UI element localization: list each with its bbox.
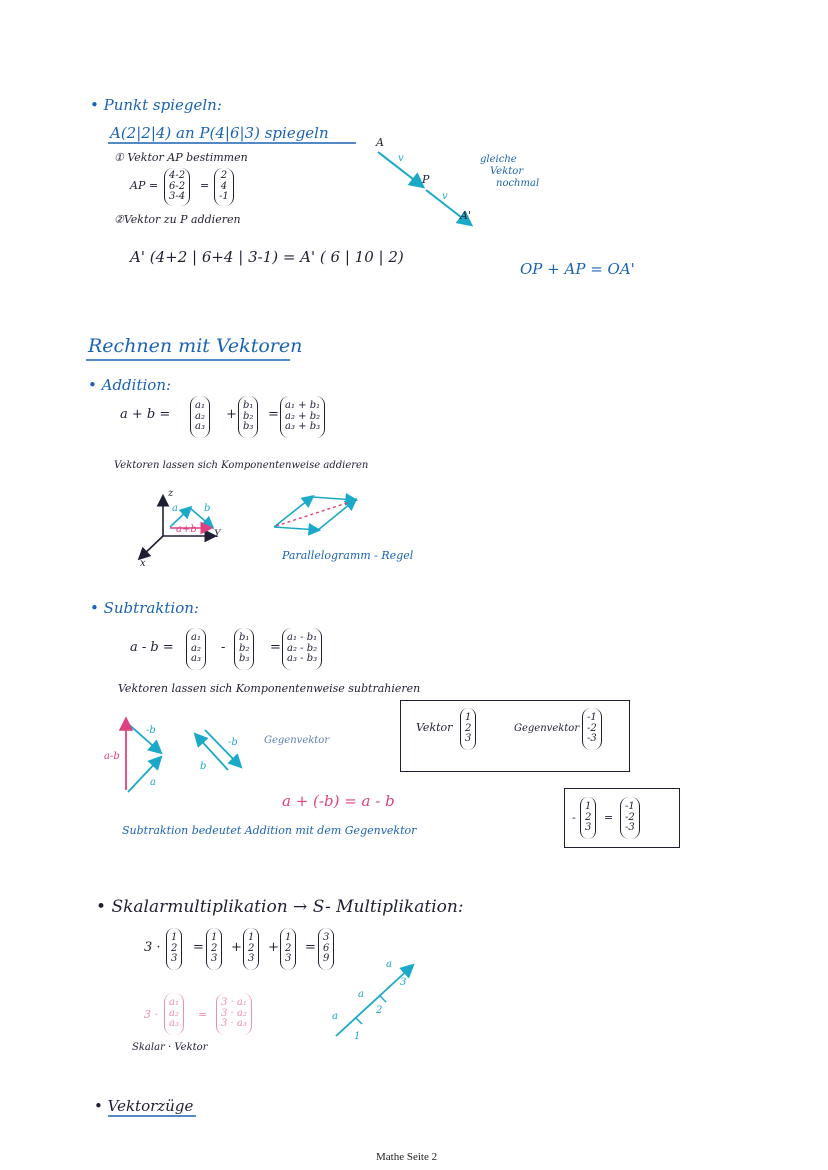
box2-vec-0: 1 — [585, 801, 592, 813]
para-side-1 — [274, 497, 312, 527]
box-gegen-0: -1 — [587, 712, 597, 724]
diagram-v1: v — [398, 153, 404, 164]
ap-result-1: 4 — [220, 180, 228, 192]
sub-minus: - — [221, 640, 226, 655]
axis-x-label: x — [140, 558, 146, 569]
ap-raw-vector — [164, 168, 190, 206]
ex-res-2: 9 — [323, 953, 330, 965]
note-line-3: nochmal — [496, 178, 540, 189]
diagram-v2: v — [442, 191, 448, 202]
scalar-n3: 3 — [400, 977, 407, 988]
sub-b-1: b₂ — [239, 642, 250, 654]
add-b-0: b₁ — [243, 400, 254, 412]
ex4-1: 2 — [285, 942, 292, 954]
addition-vec-a — [190, 396, 210, 438]
skalar-ex-vec-1 — [166, 928, 182, 970]
gen-res-2: 3 · a₃ — [221, 1018, 247, 1030]
punkt-heading-text: Punkt spiegeln: — [103, 96, 222, 114]
sub-a-2: a₃ — [191, 653, 201, 665]
sub-a-0: a₁ — [191, 632, 201, 644]
gen-res-1: 3 · a₂ — [221, 1007, 247, 1019]
add-sum-2: a₃ + b₃ — [285, 421, 321, 433]
ex3-0: 1 — [248, 932, 255, 944]
punkt-step1: ① Vektor AP bestimmen — [114, 151, 248, 164]
sub-diff-0: a₁ - b₁ — [287, 632, 318, 644]
ex2-0: 1 — [211, 932, 218, 944]
gegenvektor-label: Gegenvektor — [264, 735, 330, 746]
diagram-label-a: A — [376, 136, 384, 149]
ap-result-0: 2 — [220, 170, 228, 182]
sub-vec-b — [234, 628, 254, 670]
sub-rule: Vektoren lassen sich Komponentenweise subtrahieren — [118, 682, 421, 695]
sub-identity: a + (-b) = a - b — [282, 792, 395, 810]
axes-label-a: a — [172, 503, 178, 514]
skalar-ex-factor: 3 · — [144, 940, 161, 955]
axis-z-label: z — [168, 488, 174, 499]
addition-vec-b — [238, 396, 258, 438]
diagram-label-a-prime: A' — [460, 209, 471, 222]
ex2-1: 2 — [211, 942, 218, 954]
ex-res-0: 3 — [323, 932, 330, 944]
box-gegen-2: -3 — [587, 733, 597, 745]
punkt-heading: • Punkt spiegeln: — [90, 96, 222, 114]
sub-diff-2: a₃ - b₃ — [287, 653, 318, 665]
ex3-1: 2 — [248, 942, 255, 954]
scalar-n2: 2 — [376, 1005, 383, 1016]
add-b-1: b₂ — [243, 410, 254, 422]
skalar-ex-result — [318, 928, 334, 970]
ap-eq: = — [200, 179, 210, 192]
sub-lhs: a - b = — [130, 640, 174, 655]
scalar-label-a1: a — [332, 1011, 338, 1022]
ex1-0: 1 — [171, 932, 178, 944]
ex4-2: 3 — [285, 953, 292, 965]
note-line-2: Vektor — [490, 166, 524, 177]
addition-vec-sum — [280, 396, 325, 438]
para-side-4 — [318, 500, 355, 530]
scalar-n1: 1 — [354, 1031, 361, 1042]
tri-label-a-minus-b: a-b — [104, 751, 120, 762]
box-gegen-label: Gegenvektor — [514, 723, 580, 734]
skalar-heading: • Skalarmultiplikation → S- Multiplikation: — [96, 897, 464, 917]
ex1-2: 3 — [171, 953, 178, 965]
skalar-ex-vec-2 — [206, 928, 222, 970]
box2-res-1: -2 — [625, 811, 635, 823]
pair-label-minus-b: -b — [228, 737, 238, 748]
box2-res-2: -3 — [625, 822, 635, 834]
addition-heading: • Addition: — [88, 376, 172, 394]
box-vec-2: 3 — [465, 733, 472, 745]
ap-raw-0: 4-2 — [169, 170, 186, 182]
skalar-gen-factor: 3 · — [144, 1008, 158, 1021]
addition-lhs: a + b = — [120, 407, 171, 422]
scalar-tick-1 — [356, 1018, 362, 1024]
page-footer: Mathe Seite 2 — [376, 1151, 438, 1163]
skalar-ex-eq-2: = — [305, 940, 316, 955]
ex3-2: 3 — [248, 953, 255, 965]
gen-0: a₁ — [169, 997, 179, 1009]
scalar-label-a2: a — [358, 989, 364, 1000]
skalar-ex-eq-1: = — [193, 940, 204, 955]
sub-b-0: b₁ — [239, 632, 250, 644]
subtraktion-heading: • Subtraktion: — [90, 599, 199, 617]
sub-eq: = — [270, 640, 281, 655]
box-vektor-label: Vektor — [416, 721, 453, 734]
skalar-ex-plus-1: + — [231, 940, 242, 955]
ap-result-2: -1 — [219, 191, 229, 203]
skalar-ex-plus-2: + — [268, 940, 279, 955]
box-vec-0: 1 — [465, 712, 472, 724]
sub-meaning: Subtraktion bedeutet Addition mit dem Gegenvektor — [122, 824, 417, 837]
box2-minus: - — [572, 811, 576, 824]
ap-label: AP = — [130, 179, 159, 192]
box2-vec — [580, 797, 596, 839]
axis-x-line — [140, 536, 163, 558]
box2-eq: = — [604, 811, 614, 824]
addition-rule: Vektoren lassen sich Komponentenweise addieren — [114, 460, 369, 471]
pair-label-b: b — [200, 761, 207, 772]
add-sum-1: a₂ + b₂ — [285, 410, 321, 422]
add-a-2: a₃ — [195, 421, 205, 433]
sub-diff-1: a₂ - b₂ — [287, 642, 318, 654]
add-a-0: a₁ — [195, 400, 205, 412]
diagram-label-p: P — [422, 173, 430, 186]
vektorzuege-heading-text: Vektorzüge — [107, 1097, 194, 1115]
box2-res-0: -1 — [625, 801, 635, 813]
note-line-1: gleiche — [480, 154, 517, 165]
sub-a-1: a₂ — [191, 642, 201, 654]
box-gegen-1: -2 — [587, 722, 597, 734]
tri-label-minus-b: -b — [146, 725, 156, 736]
gen-2: a₃ — [169, 1018, 179, 1030]
skalar-caption: Skalar · Vektor — [132, 1042, 208, 1053]
skalar-gen-eq: = — [198, 1008, 208, 1021]
ex-res-1: 6 — [323, 942, 330, 954]
ap-raw-1: 6-2 — [169, 180, 186, 192]
gen-1: a₂ — [169, 1007, 179, 1019]
box-vec-1: 2 — [465, 722, 472, 734]
ex4-0: 1 — [285, 932, 292, 944]
parallelogram-label: Parallelogramm - Regel — [282, 549, 414, 562]
ap-raw-2: 3-4 — [169, 191, 186, 203]
box2-vec-1: 2 — [585, 811, 592, 823]
addition-eq: = — [268, 407, 279, 422]
op-equation: OP + AP = OA' — [520, 260, 635, 278]
vektorzuege-heading: • Vektorzüge — [94, 1097, 194, 1115]
box-vektor-vec — [460, 708, 476, 750]
skalar-gen-result — [216, 993, 252, 1035]
ap-result-vector — [214, 168, 234, 206]
add-sum-0: a₁ + b₁ — [285, 400, 321, 412]
skalar-heading-text: Skalarmultiplikation → S- Multiplikation: — [111, 897, 464, 917]
ex2-2: 3 — [211, 953, 218, 965]
add-b-2: b₃ — [243, 421, 254, 433]
axes-label-b: b — [204, 503, 211, 514]
add-a-1: a₂ — [195, 410, 205, 422]
punkt-formula: A' (4+2 | 6+4 | 3-1) = A' ( 6 | 10 | 2) — [130, 248, 404, 266]
addition-heading-text: Addition: — [101, 376, 172, 394]
box2-result — [620, 797, 640, 839]
skalar-ex-vec-4 — [280, 928, 296, 970]
rechnen-title: Rechnen mit Vektoren — [88, 335, 303, 357]
pair-minus-b-arrow — [205, 730, 240, 766]
axis-y-label: Y — [214, 529, 221, 540]
sub-vec-diff — [282, 628, 322, 670]
punkt-task: A(2|2|4) an P(4|6|3) spiegeln — [110, 124, 329, 142]
sub-vec-a — [186, 628, 206, 670]
box-gegen-vec — [582, 708, 602, 750]
skalar-gen-vec — [164, 993, 184, 1035]
para-side-3 — [274, 527, 318, 530]
skalar-ex-vec-3 — [243, 928, 259, 970]
scalar-tick-2 — [380, 996, 386, 1002]
para-side-2 — [312, 497, 355, 500]
scalar-label-a3: a — [386, 959, 392, 970]
gen-res-0: 3 · a₁ — [221, 997, 247, 1009]
box2-vec-2: 3 — [585, 822, 592, 834]
ex1-1: 2 — [171, 942, 178, 954]
subtraktion-heading-text: Subtraktion: — [103, 599, 199, 617]
punkt-step2: ②Vektor zu P addieren — [114, 213, 241, 226]
addition-plus: + — [226, 407, 237, 422]
tri-label-a: a — [150, 777, 156, 788]
axes-label-sum: a+b — [176, 524, 197, 535]
sub-b-2: b₃ — [239, 653, 250, 665]
